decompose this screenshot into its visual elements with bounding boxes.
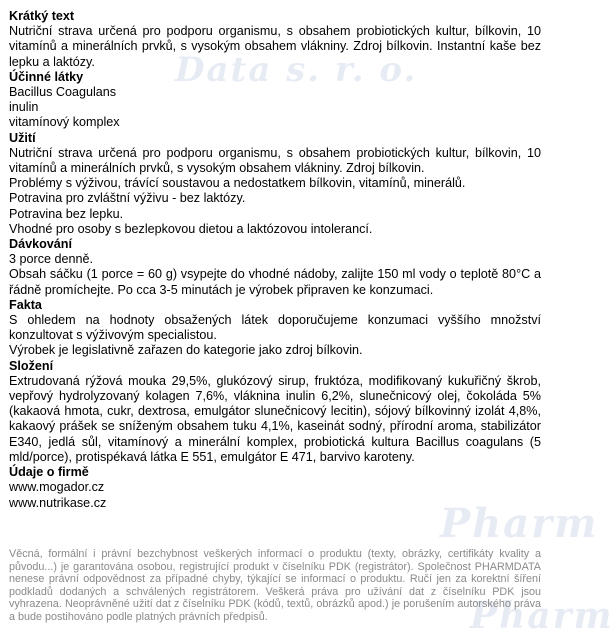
section-composition <box>9 359 541 465</box>
short-text-body: Nutriční strava určená pro podporu organismu, s obsahem probiotických kultur, bílkovin, 10 vitamínů a minerálních prvků, s vysokým obsahem vlákniny. Zdroj bílkovin. Instantní kaše bez lepku a laktózy. <box>9 24 541 69</box>
usage-line: Problémy s výživou, trávící soustavou a nedostatkem bílkovin, vitamínů, minerálů. <box>9 176 466 191</box>
section-dosage <box>9 237 541 298</box>
dosage-body: Obsah sáčku (1 porce = 60 g) vsypejte do vhodné nádoby, zalijte 150 ml vody o teplotě 80°C a řádně promíchejte. Po cca 3-5 minutách je výrobek připraven ke konzumaci. <box>9 267 541 297</box>
composition-body: Extrudovaná rýžová mouka 29,5%, glukózový sirup, fruktóza, modifikovaný kukuřičný škrob, vepřový hydrolyzovaný kolagen 7,6%, vláknina inulin 6,2%, slunečnicový olej, čokoláda 5% (kakaová hmota, cukr, dextrosa, emulgátor slunečnicový lecitin), sójový bílkovinný izolát 4,8%, kakaový prášek se sníženým obsahem tuku 4,1%, kaseinát sodný, přírodní aroma, stabilizátor E340, jedlá sůl, vitamínový a minerální komplex, probiotická kultura Bacillus coagulans (5 mld/porce), protispékavá látka E 551, emulgátor E 471, barvivo karoteny. <box>9 373 541 464</box>
section-heading-short-text: Krátký text <box>9 9 75 23</box>
usage-line: Potravina bez lepku. <box>9 206 124 221</box>
watermark-text: Data s. r. o. <box>175 50 418 90</box>
active-substance-item: vitamínový komplex <box>9 115 120 130</box>
company-link[interactable]: www.nutrikase.cz <box>9 495 107 510</box>
dosage-line: 3 porce denně. <box>9 252 94 267</box>
section-company <box>9 465 541 511</box>
watermark-brand-1: Pharm <box>440 500 599 547</box>
section-usage <box>9 131 541 237</box>
company-link[interactable]: www.mogador.cz <box>9 480 105 495</box>
usage-line: Vhodné pro osoby s bezlepkovou dietou a laktózovou intolerancí. <box>9 221 373 236</box>
section-active-substances <box>9 70 541 131</box>
section-facts <box>9 298 541 359</box>
product-content <box>9 9 541 511</box>
facts-line: Výrobek je legislativně zařazen do kategorie jako zdroj bílkovin. <box>9 343 363 358</box>
active-substance-item: Bacillus Coagulans <box>9 85 117 100</box>
active-substance-item: inulin <box>9 100 39 115</box>
section-heading-dosage: Dávkování <box>9 237 72 252</box>
section-heading-usage: Užití <box>9 130 36 145</box>
disclaimer-text: Věcná, formální i právní bezchybnost veškerých informací o produktu (texty, obrázky, certifikáty kvality a původu...) je garantována osobou, registrující produkt v číselníku PDK (registrátor). Společnost PHARMDATA nenese právní odpovědnost za případné chyby, týkající se informací o produktu. Ručí jen za korektní šíření podkladů dodaných a schválených registrátorem. Veškerá práva pro užívání dat z číselníku PDK jsou vyhrazena. Neoprávněné užití dat z číselníku PDK (kódů, textů, obrázků apod.) je porušením autorského práva a bude postihováno podle platných právních předpisů. <box>9 548 541 623</box>
usage-line: Potravina pro zvláštní výživu - bez laktózy. <box>9 191 246 206</box>
section-heading-company: Údaje o firmě <box>9 465 89 480</box>
section-short-text <box>9 9 541 70</box>
section-heading-composition: Složení <box>9 358 54 373</box>
section-heading-active-substances: Účinné látky <box>9 69 84 84</box>
usage-body: Nutriční strava určená pro podporu organismu, s obsahem probiotických kultur, bílkovin, 10 vitamínů a minerálních prvků, s vysokým obsahem vlákniny. Zdroj bílkovin. <box>9 145 541 176</box>
facts-body: S ohledem na hodnoty obsažených látek doporučujeme konzumaci vyššího množství konzultovat s výživovým specialistou. <box>9 313 541 343</box>
section-heading-facts: Fakta <box>9 297 42 312</box>
watermark-brand-2: Pharm <box>470 595 614 637</box>
